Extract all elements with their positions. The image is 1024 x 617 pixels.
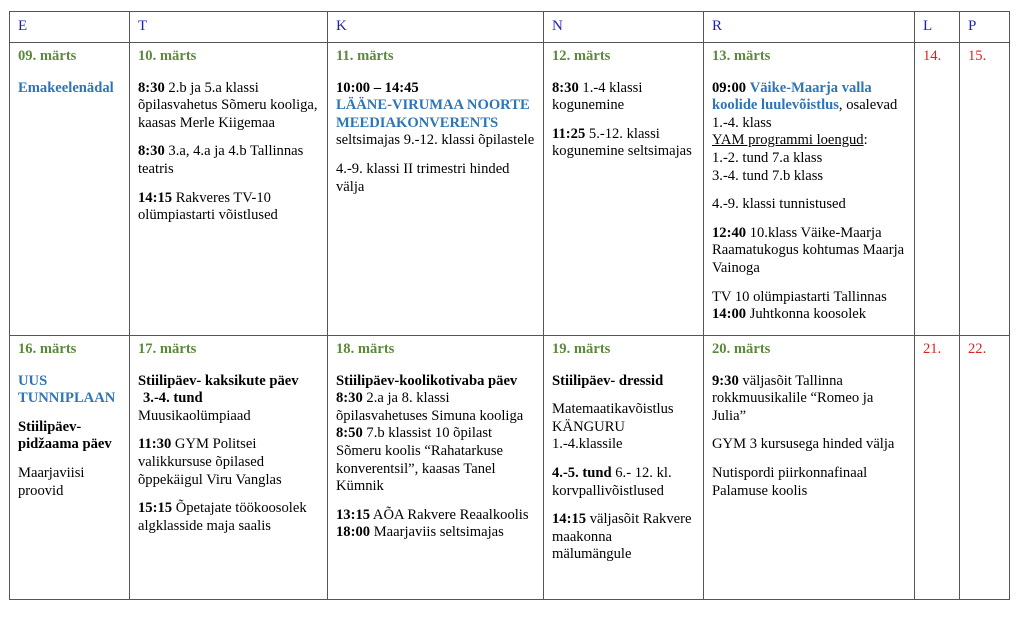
event: 4.-9. klassi II trimestri hinded välja — [336, 160, 510, 195]
event-text: väljasõit Rakvere maakonna mälumängule — [552, 511, 692, 563]
event-text: Juhtkonna koosolek — [746, 306, 867, 323]
event: Maarjaviisi proovid — [18, 464, 85, 499]
header-saturday: L — [915, 12, 960, 43]
day-date: 10. märts — [138, 48, 197, 64]
day-date: 13. märts — [712, 48, 771, 64]
event-title: Emakeelenädal — [18, 79, 114, 96]
event-time: 11:30 — [138, 436, 172, 453]
day-cell-wednesday — [328, 336, 544, 600]
day-cell-sunday — [960, 43, 1010, 336]
event — [336, 507, 535, 525]
event-time: 14:15 — [138, 189, 173, 206]
header-thursday: N — [544, 12, 704, 43]
event — [552, 511, 695, 564]
event — [712, 373, 906, 426]
event-text: 10.klass Väike-Maarja Raamatukogus kohtumas Maarja Vainoga — [712, 224, 905, 276]
day-date: 15. — [968, 48, 987, 64]
event — [138, 143, 319, 178]
event-text: väljasõit Tallinna rokkmuusikalile “Romeo ja Julia” — [712, 372, 874, 424]
day-cell-monday — [10, 43, 130, 336]
event — [336, 524, 535, 542]
day-date: 19. märts — [552, 341, 611, 357]
event-text: 2.a ja 8. klassi õpilasvahetuses Simuna kooliga — [336, 390, 524, 424]
event-time: 13:15 — [336, 506, 371, 523]
event-time: 15:15 — [138, 500, 173, 517]
event — [336, 80, 535, 150]
event-time: 10:00 – 14:45 — [336, 79, 419, 96]
day-cell-wednesday — [328, 43, 544, 336]
event: GYM 3 kursusega hinded välja — [712, 436, 895, 453]
day-date: 16. märts — [18, 341, 77, 357]
event-text: Muusikaolümpiaad — [138, 407, 251, 424]
event-title: Stiilipäev-koolikotivaba päev — [336, 372, 518, 389]
event-title: LÄÄNE-VIRUMAA NOORTE MEEDIAKONVERENTS — [336, 97, 530, 131]
event: TV 10 olümpiastarti Tallinnas — [712, 288, 887, 305]
day-date: 20. märts — [712, 341, 771, 357]
event — [712, 306, 906, 324]
header-monday: E — [10, 12, 130, 43]
header-friday: R — [704, 12, 915, 43]
event — [138, 190, 319, 225]
event-time: 4.-5. tund — [552, 464, 612, 481]
event-time: 09:00 — [712, 79, 747, 96]
event-text: 7.b klassist 10 õpilast Sõmeru koolis “Rahatarkuse konverentsil”, kaasas Tanel Kümnik — [336, 425, 503, 495]
event-time: 3.-4. tund — [143, 390, 203, 407]
event-time: 11:25 — [552, 125, 586, 142]
event: Stiilipäev- pidžaama päev — [18, 418, 112, 453]
week-row — [10, 336, 1010, 600]
event-text: Maarjaviis seltsimajas — [370, 524, 504, 541]
event-text: AÕA Rakvere Reaalkoolis — [370, 506, 529, 523]
day-cell-sunday — [960, 336, 1010, 600]
day-date: 12. märts — [552, 48, 611, 64]
day-cell-friday — [704, 43, 915, 336]
day-date: 14. — [923, 48, 942, 64]
event — [138, 80, 319, 133]
event-time: 14:15 — [552, 511, 587, 528]
header-sunday: P — [960, 12, 1010, 43]
day-date: 22. — [968, 341, 987, 357]
event-time: 18:00 — [336, 524, 371, 541]
event — [138, 500, 319, 535]
header-row — [10, 12, 1010, 43]
event-text: 6.- 12. kl. korvpallivõistlused — [552, 464, 672, 499]
day-date: 18. märts — [336, 341, 395, 357]
day-cell-tuesday — [130, 336, 328, 600]
day-date: 17. märts — [138, 341, 197, 357]
event-text: , osalevad 1.-4. klass — [712, 97, 898, 131]
header-wednesday: K — [328, 12, 544, 43]
week-row — [10, 43, 1010, 336]
day-cell-tuesday — [130, 43, 328, 336]
day-cell-thursday — [544, 43, 704, 336]
event-text: Rakveres TV-10 olümpiastarti võistlused — [138, 189, 278, 224]
event-time: 8:50 — [336, 425, 363, 442]
event — [552, 126, 695, 161]
event-title: UUS TUNNIPLAAN — [18, 372, 116, 407]
event — [336, 390, 535, 425]
event-text: 3.a, 4.a ja 4.b Tallinnas teatris — [138, 143, 304, 177]
event-title: Väike-Maarja valla koolide luulevõistlus — [712, 79, 872, 114]
event-title: Stiilipäev- kaksikute päev — [138, 372, 299, 389]
event — [552, 465, 695, 500]
event: Nutispordi piirkonnafinaal Palamuse koolis — [712, 464, 868, 499]
event-time: 8:30 — [138, 143, 165, 160]
event — [138, 373, 319, 426]
event — [138, 436, 319, 489]
lecture-heading: YAM programmi loengud: — [712, 132, 868, 149]
event-text: 2.b ja 5.a klassi õpilasvahetus Sõmeru kooliga, kaasas Merle Kiigemaa — [138, 79, 318, 131]
day-cell-thursday — [544, 336, 704, 600]
event — [712, 80, 906, 186]
day-date: 11. märts — [336, 48, 394, 64]
day-date: 09. märts — [18, 48, 77, 64]
event: 4.-9. klassi tunnistused — [712, 196, 846, 213]
event-time: 9:30 — [712, 372, 739, 389]
event-text: Õpetajate töökoosolek algklasside maja saalis — [138, 500, 307, 534]
event-text: 1.-4 klassi kogunemine — [552, 79, 643, 114]
event-time: 12:40 — [712, 224, 747, 241]
event-text: seltsimajas 9.-12. klassi õpilastele — [336, 132, 535, 149]
event — [552, 80, 695, 115]
event — [336, 425, 535, 495]
day-cell-saturday — [915, 43, 960, 336]
weekly-schedule-table — [9, 11, 1010, 600]
event-time: 8:30 — [336, 390, 363, 407]
day-cell-saturday — [915, 336, 960, 600]
day-cell-monday — [10, 336, 130, 600]
day-date: 21. — [923, 341, 942, 357]
lecture-item: 1.-2. tund 7.a klass — [712, 149, 823, 166]
event-text: 5.-12. klassi kogunemine seltsimajas — [552, 125, 692, 160]
event — [712, 225, 906, 278]
header-tuesday: T — [130, 12, 328, 43]
event-text: GYM Politsei valikkursuse õpilased õppekäigul Viru Vanglas — [138, 436, 282, 488]
event-time: 8:30 — [138, 79, 165, 96]
event-title: Stiilipäev- dressid — [552, 372, 664, 389]
event-time: 8:30 — [552, 79, 579, 96]
event: Matemaatikavõistlus KÄNGURU 1.-4.klassile — [552, 401, 674, 453]
day-cell-friday — [704, 336, 915, 600]
lecture-item: 3.-4. tund 7.b klass — [712, 167, 824, 184]
event-time: 14:00 — [712, 306, 747, 323]
